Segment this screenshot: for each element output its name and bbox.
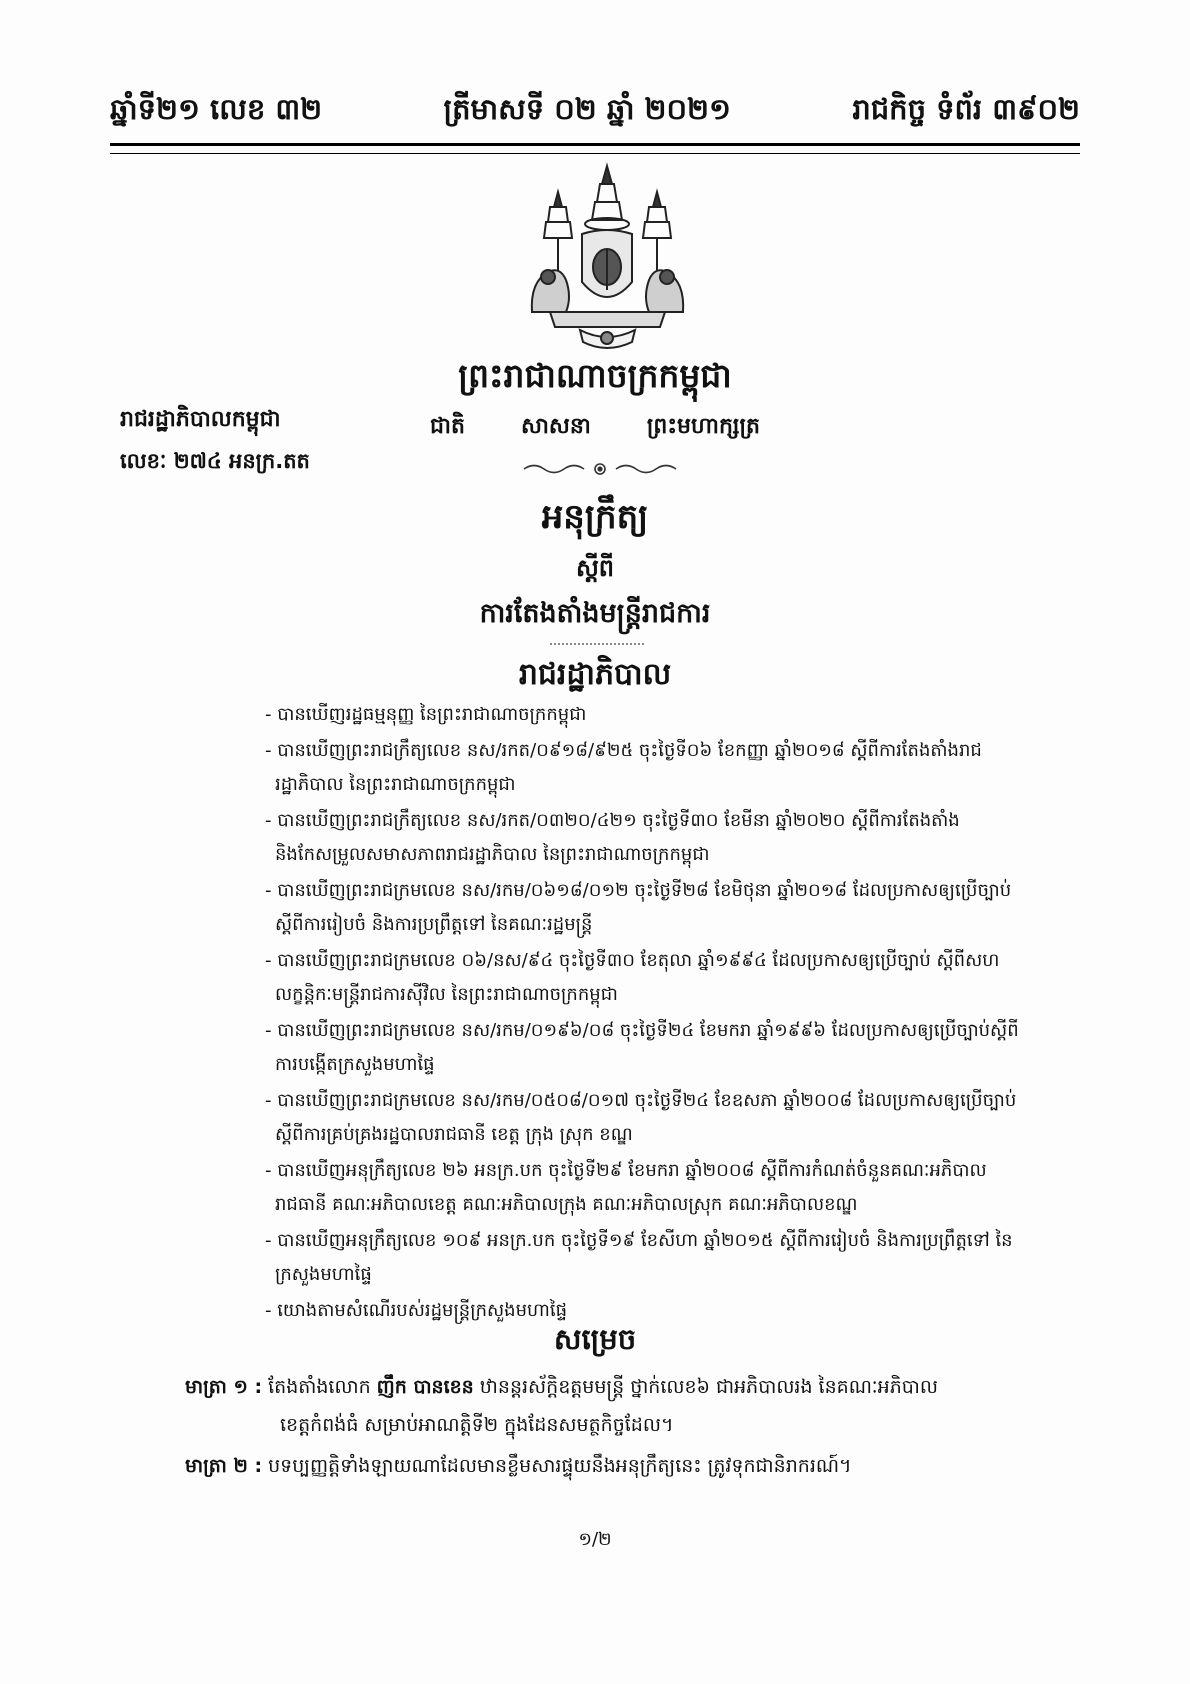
government-heading: រាជរដ្ឋាភិបាល (518, 657, 672, 692)
preamble-item: - យោងតាមសំណើរបស់រដ្ឋមន្ត្រីក្រសួងមហាផ្ទៃ (265, 1300, 567, 1321)
reference-number: លេខៈ ២៧៤ អនក្រ.តត (120, 449, 310, 473)
about-label: ស្តីពី (575, 554, 615, 582)
ornamental-divider-icon (520, 460, 680, 478)
preamble-item: - បានឃើញរដ្ឋធម្មនុញ្ញ នៃព្រះរាជាណាចក្រកម្ពុជា (265, 704, 587, 725)
document-type-heading: អនុក្រឹត្យ (541, 497, 649, 537)
gazette-page: រាជកិច្ច ទំព័រ ៣៩០២ (852, 92, 1080, 126)
article-1-text-before: តែងតាំងលោក (268, 1376, 371, 1398)
preamble-item: - បានឃើញព្រះរាជក្រមលេខ នស/រកម/០៦១៨/០១២ ចុះថ្ងៃទី២៨ ខែមិថុនា ឆ្នាំ២០១៨ ដែលប្រកាសឲ្យប្រើច្បាប់ស្តីពីការរៀបចំ និងការប្រព្រឹត្តទៅ នៃគណៈរដ្ឋមន្ត្រី (265, 880, 1012, 935)
issuing-authority: រាជរដ្ឋាភិបាលកម្ពុជា (120, 407, 281, 432)
motto-king: ព្រះមហាក្សត្រ (646, 414, 760, 439)
gazette-year-issue: ឆ្នាំទី២១ លេខ ៣២ (110, 92, 323, 126)
motto-religion: សាសនា (520, 414, 591, 439)
preamble-item: - បានឃើញព្រះរាជក្រមលេខ នស/រកម/០៥០៨/០១៧ ចុះថ្ងៃទី២៤ ខែឧសភា ឆ្នាំ២០០៨ ដែលប្រកាសឲ្យប្រើច្បាប់ស្តីពីការគ្រប់គ្រងរដ្ឋបាលរាជធានី ខេត្ត ក្រុង ស្រុក ខណ្ឌ (265, 1090, 1017, 1145)
preamble-item: - បានឃើញព្រះរាជក្រឹត្យលេខ នស/រកត/០៣២០/៤២១ ចុះថ្ងៃទី៣០ ខែមីនា ឆ្នាំ២០២០ ស្តីពីការតែងតាំង និងកែសម្រួលសមាសភាពរាជរដ្ឋាភិបាល នៃព្រះរាជាណាចក្រកម្ពុជា (265, 810, 960, 865)
decision-heading: សម្រេច (553, 1322, 637, 1356)
article-1-continuation: ខេត្តកំពង់ធំ សម្រាប់អាណត្តិទី២ ក្នុងដែនសមត្ថកិច្ចដែល។ (280, 1414, 674, 1436)
article-1-text-after: ឋានន្តរស័ក្តិឧត្តមមន្ត្រី ថ្នាក់លេខ៦ ជាអភិបាលរង នៃគណៈអភិបាល (479, 1376, 938, 1398)
gazette-header (110, 88, 1080, 138)
kingdom-title: ព្រះរាជាណាចក្រកម្ពុជា (458, 356, 732, 395)
motto-nation: ជាតិ (430, 414, 465, 439)
article-2 (185, 1447, 1035, 1485)
preamble-item: - បានឃើញព្រះរាជក្រមលេខ ០៦/នស/៩៤ ចុះថ្ងៃទី៣០ ខែតុលា ឆ្នាំ១៩៩៤ ដែលប្រកាសឲ្យប្រើច្បាប់ ស្តីពីសហលក្ខន្តិកៈមន្ត្រីរាជការស៊ីវិល នៃព្រះរាជាណាចក្រកម្ពុជា (265, 950, 1000, 1005)
preamble-list (265, 698, 1035, 1330)
appointee-name: ញឹក បានខេន (376, 1376, 474, 1398)
header-divider (110, 143, 1080, 154)
article-1 (185, 1368, 1035, 1444)
royal-coat-of-arms-icon (520, 162, 695, 355)
national-motto (430, 412, 760, 444)
page-number: ១/២ (578, 1529, 612, 1550)
article-2-text: បទប្បញ្ញត្តិទាំងឡាយណាដែលមានខ្លឹមសារផ្ទុយនឹងអនុក្រឹត្យនេះ ត្រូវទុកជានិរាករណ៍។ (268, 1455, 852, 1477)
gazette-date: ត្រីមាសទី ០២ ឆ្នាំ ២០២១ (443, 92, 731, 126)
preamble-item: - បានឃើញព្រះរាជក្រឹត្យលេខ នស/រកត/០៩១៨/៩២៥ ចុះថ្ងៃទី០៦ ខែកញ្ញា ឆ្នាំ២០១៨ ស្តីពីការតែងតាំងរាជរដ្ឋាភិបាល នៃព្រះរាជាណាចក្រកម្ពុជា (265, 740, 982, 795)
preamble-item: - បានឃើញអនុក្រឹត្យលេខ ១០៩ អនក្រ.បក ចុះថ្ងៃទី១៩ ខែសីហា ឆ្នាំ២០១៥ ស្តីពីការរៀបចំ និងការប្រព្រឹត្តទៅ នៃក្រសួងមហាផ្ទៃ (265, 1230, 1013, 1285)
dotted-divider-icon (550, 641, 645, 647)
preamble-item: - បានឃើញព្រះរាជក្រមលេខ នស/រកម/០១៩៦/០៨ ចុះថ្ងៃទី២៤ ខែមករា ឆ្នាំ១៩៩៦ ដែលប្រកាសឲ្យប្រើច្បាប់ស្តីពីការបង្កើតក្រសួងមហាផ្ទៃ (265, 1020, 1019, 1075)
article-1-label: មាត្រា ១ : (185, 1376, 263, 1398)
article-2-label: មាត្រា ២ : (185, 1455, 263, 1477)
preamble-item: - បានឃើញអនុក្រឹត្យលេខ ២៦ អនក្រ.បក ចុះថ្ងៃទី២៩ ខែមករា ឆ្នាំ២០០៨ ស្តីពីការកំណត់ចំនួនគណៈអភិបាលរាជធានី គណៈអភិបាលខេត្ត គណៈអភិបាលក្រុង គណៈអភិបាលស្រុក គណៈអភិបាលខណ្ឌ (265, 1160, 987, 1215)
document-subject: ការតែងតាំងមន្ត្រីរាជការ (479, 598, 711, 629)
